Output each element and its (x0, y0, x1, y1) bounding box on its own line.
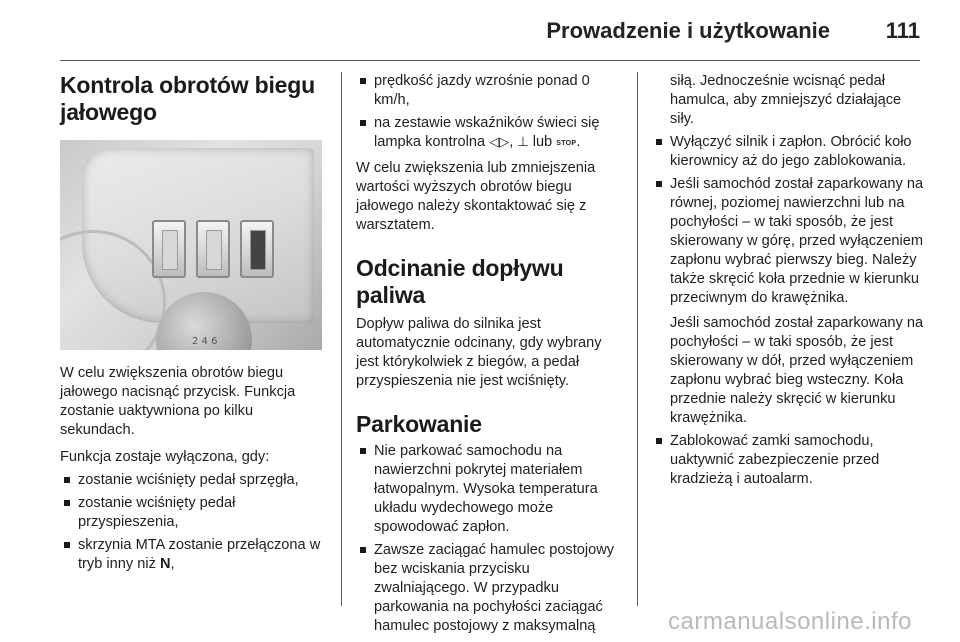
parking-continued: siłą. Jednocześnie wcisnąć pedał hamulca, aby zmniejszyć działające siły. (670, 73, 902, 127)
column-divider-1 (341, 72, 342, 606)
column-2 (356, 72, 626, 636)
idle-speed-button (240, 220, 274, 278)
page-header (60, 12, 920, 52)
header-divider (60, 60, 920, 61)
idle-button-photo (60, 140, 322, 350)
column-3 (652, 72, 924, 489)
list-item: Zablokować zamki samochodu, uaktywnić zabezpieczenie przed kradzieżą i autoalarm. (652, 432, 924, 489)
gear-pattern-label: 2 4 6 (192, 336, 218, 347)
list-item: prędkość jazdy wzrośnie ponad 0 km/h, (356, 72, 626, 110)
deactivation-intro: Funkcja zostaje wyłączona, gdy: (60, 449, 270, 465)
stop-icon: STOP (556, 140, 577, 147)
idle-control-heading: Kontrola obrotów biegu jałowego (60, 72, 315, 125)
page-number: 111 (885, 18, 920, 43)
section-title: Prowadzenie i użytkowanie (546, 18, 830, 43)
list-item: na zestawie wskaźników świeci się lampka kontrolna ◁▷, ⊥ lub STOP. (356, 114, 626, 153)
downhill-paragraph: Jeśli samochód został zaparkowany na pochyłości – w taki sposób, że jest skierowany w dół, przed wyłączeniem zapłonu wybrać bieg wsteczny. Koła przednie należy skręcić w kierunku krawężnika. (670, 315, 924, 426)
list-item: zostanie wciśnięty pedał sprzęgła, (60, 471, 325, 490)
warning-light-icon: ◁▷ (489, 135, 510, 150)
parking-list (356, 442, 626, 636)
column-divider-2 (637, 72, 638, 606)
fuel-cutoff-heading: Odcinanie dopływu paliwa (356, 255, 564, 308)
list-item: zostanie wciśnięty pedał przyspieszenia, (60, 494, 325, 532)
list-item: Jeśli samochód został zaparkowany na równej, poziomej nawierzchni lub na pochyłości – w taki sposób, że jest skierowany w górę, przed wyłączeniem zapłonu wybrać pierwszy bieg. Należy także skręcić koła przednie w kierunku przeciwnym do krawężnika. (652, 175, 924, 308)
coolant-temperature-icon: ⊥ (517, 135, 529, 150)
parking-list-continued (652, 133, 924, 308)
watermark: carmanualsonline.info (668, 608, 912, 635)
deactivation-list-continued (356, 72, 626, 153)
parking-list-final (652, 432, 924, 489)
fuel-cutoff-paragraph: Dopływ paliwa do silnika jest automatycznie odcinany, gdy wybrany jest którykolwiek z biegów, a pedał przyspieszenia nie jest wciśnięty. (356, 316, 602, 389)
console-button-1 (152, 220, 186, 278)
console-button-2 (196, 220, 230, 278)
idle-paragraph: W celu zwiększenia obrotów biegu jałowego nacisnąć przycisk. Funkcja zostanie uaktywniona po kilku sekundach. (60, 365, 296, 438)
list-item: skrzynia MTA zostanie przełączona w tryb inny niż N, (60, 536, 325, 574)
list-item: Zawsze zaciągać hamulec postojowy bez wciskania przycisku zwalniającego. W przypadku parkowania na pochyłości zaciągać hamulec postojowy z maksymalną (356, 541, 626, 636)
gear-n-symbol: N (159, 556, 171, 572)
deactivation-list (60, 471, 325, 574)
column-1 (60, 72, 325, 574)
parking-heading: Parkowanie (356, 411, 482, 437)
list-item: Wyłączyć silnik i zapłon. Obrócić koło kierownicy aż do jego zablokowania. (652, 133, 924, 171)
adjust-paragraph: W celu zwiększenia lub zmniejszenia wartości wyższych obrotów biegu jałowego należy skontaktować się z warsztatem. (356, 160, 596, 233)
list-item: Nie parkować samochodu na nawierzchni pokrytej materiałem łatwopalnym. Wysoka temperatura układu wydechowego może spowodować zapłon. (356, 442, 626, 537)
